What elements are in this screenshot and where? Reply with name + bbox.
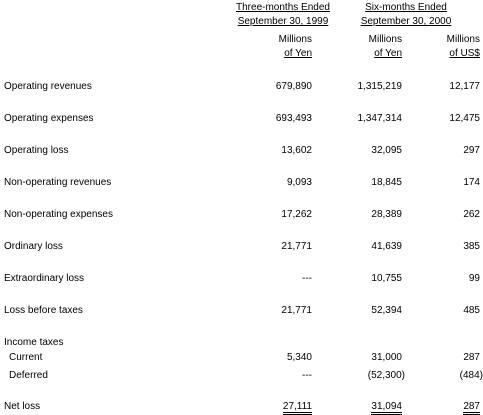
- row-value-col1: 17,262: [281, 209, 312, 220]
- row-value-col1: 5,340: [286, 352, 312, 363]
- row-value-col2: 28,389: [371, 209, 402, 220]
- row-value-col1: 9,093: [286, 177, 312, 188]
- row-label: Non-operating revenues: [4, 177, 112, 188]
- row-value-col2: 10,755: [371, 273, 402, 284]
- row-label: Current: [9, 352, 43, 363]
- row-value-col1: ---: [302, 370, 312, 381]
- row-label: Net loss: [4, 401, 41, 412]
- col1-header-line2: September 30, 1999: [237, 16, 329, 27]
- col2-header-line2: September 30, 2000: [360, 16, 452, 27]
- row-value-col2: 1,347,314: [357, 113, 402, 124]
- row-value-col3: 485: [463, 305, 480, 316]
- row-value-col3: 287: [463, 401, 480, 415]
- row-value-col1: 27,111: [283, 401, 312, 415]
- row-value-col3: 385: [463, 241, 480, 252]
- row-value-col3: 287: [463, 352, 480, 363]
- row-value-col2: 32,095: [371, 145, 402, 156]
- col3-unit-line1: Millions: [446, 34, 480, 45]
- row-value-col2: 18,845: [371, 177, 402, 188]
- row-label: Deferred: [9, 370, 48, 381]
- row-value-col3: (484): [459, 370, 483, 381]
- row-label: Operating loss: [4, 145, 69, 156]
- row-value-col2: 1,315,219: [357, 81, 402, 92]
- row-value-col3: 12,177: [449, 81, 480, 92]
- row-value-col1: 679,890: [275, 81, 312, 92]
- income-taxes-label: Income taxes: [4, 337, 64, 348]
- col3-unit-line2: of US$: [449, 48, 480, 59]
- col1-unit-line1: Millions: [278, 34, 312, 45]
- row-value-col1: 693,493: [275, 113, 312, 124]
- col2-unit-line2: of Yen: [374, 48, 402, 59]
- row-value-col2: 31,094: [371, 401, 402, 415]
- row-value-col2: 31,000: [371, 352, 402, 363]
- row-label: Ordinary loss: [4, 241, 63, 252]
- col1-unit-line2: of Yen: [284, 48, 312, 59]
- row-label: Non-operating expenses: [4, 209, 113, 220]
- row-value-col1: ---: [302, 273, 312, 284]
- row-value-col3: 262: [463, 209, 480, 220]
- row-value-col1: 21,771: [281, 241, 312, 252]
- row-label: Operating revenues: [4, 81, 92, 92]
- row-value-col2: 41,639: [371, 241, 402, 252]
- col2-header-line1: Six-months Ended: [365, 2, 447, 13]
- row-value-col2: (52,300): [367, 370, 405, 381]
- row-value-col3: 174: [463, 177, 480, 188]
- row-value-col3: 99: [468, 273, 480, 284]
- row-value-col3: 12,475: [449, 113, 480, 124]
- col1-header-line1: Three-months Ended: [236, 2, 330, 13]
- row-label: Extraordinary loss: [4, 273, 85, 284]
- col2-unit-line1: Millions: [368, 34, 402, 45]
- row-value-col2: 52,394: [371, 305, 402, 316]
- row-label: Loss before taxes: [4, 305, 83, 316]
- row-value-col1: 13,602: [281, 145, 312, 156]
- row-value-col3: 297: [463, 145, 480, 156]
- row-value-col1: 21,771: [281, 305, 312, 316]
- row-label: Operating expenses: [4, 113, 94, 124]
